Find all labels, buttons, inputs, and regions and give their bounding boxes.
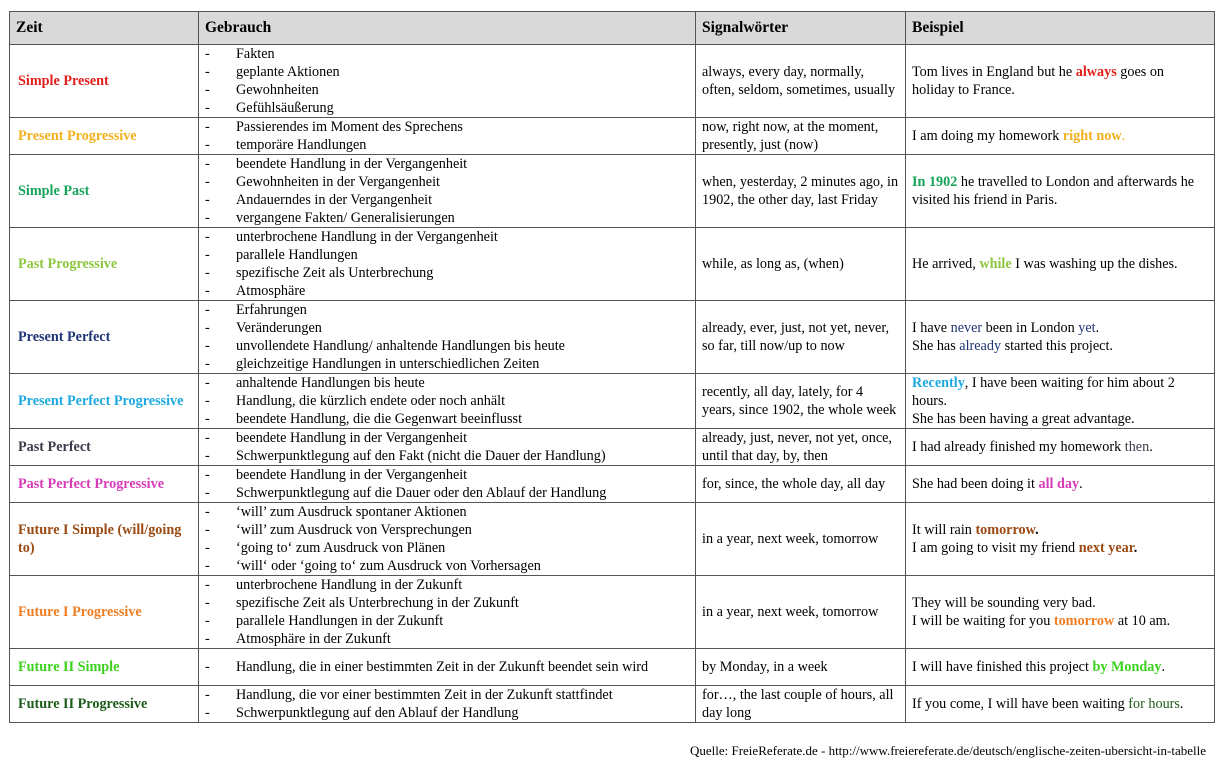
signal-highlight: by Monday (1092, 659, 1162, 675)
usage-list (205, 301, 689, 373)
example-cell (906, 228, 1215, 301)
header-gebrauch: Gebrauch (199, 12, 696, 45)
usage-item: - vergangene Fakten/ Generalisierungen (205, 209, 689, 227)
signal-highlight: Recently (912, 375, 965, 391)
tense-name: Future I Simple (will/going to) (10, 503, 199, 576)
source-note: Quelle: FreieReferate.de - http://www.freiereferate.de/deutsch/englische-zeiten-ubersicht-in-tabelle (689, 743, 1206, 758)
usage-list (205, 155, 689, 227)
tense-row (10, 686, 1215, 723)
usage-list (205, 118, 689, 154)
example-text: . (1161, 659, 1165, 675)
example-text: been in London (982, 320, 1079, 336)
example-line (912, 521, 1208, 539)
signal-highlight: for hours (1128, 696, 1180, 712)
signal-words: always, every day, normally, often, seldom, sometimes, usually (696, 45, 906, 118)
example-line (912, 438, 1208, 456)
usage-cell (199, 649, 696, 686)
usage-item: - Fakten (205, 45, 689, 63)
usage-cell (199, 503, 696, 576)
example-cell (906, 45, 1215, 118)
tense-row (10, 466, 1215, 503)
usage-cell (199, 429, 696, 466)
tense-name: Past Perfect Progressive (10, 466, 199, 503)
usage-item: - Handlung, die kürzlich endete oder noch anhält (205, 392, 689, 410)
example-line (912, 695, 1208, 713)
example-line (912, 594, 1208, 612)
example-text: If you come, I will have been waiting (912, 696, 1129, 712)
example-text: I was washing up the dishes. (1011, 256, 1178, 272)
signal-words: for…, the last couple of hours, all day long (696, 686, 906, 723)
usage-list (205, 429, 689, 465)
usage-item: - temporäre Handlungen (205, 136, 689, 154)
usage-cell (199, 466, 696, 503)
usage-list (205, 374, 689, 428)
tense-name: Present Progressive (10, 118, 199, 155)
usage-cell (199, 45, 696, 118)
example-text: She has been having a great advantage. (912, 411, 1135, 427)
usage-list (205, 466, 689, 502)
example-line (912, 127, 1208, 145)
usage-item: - Schwerpunktlegung auf den Ablauf der Handlung (205, 704, 689, 722)
tense-row (10, 118, 1215, 155)
example-line (912, 337, 1208, 355)
example-text: She had been doing it (912, 476, 1039, 492)
usage-item: - anhaltende Handlungen bis heute (205, 374, 689, 392)
example-line (912, 63, 1208, 99)
usage-item: - ‘going to‘ zum Ausdruck von Plänen (205, 539, 689, 557)
signal-highlight: yet (1078, 320, 1096, 336)
usage-item: - spezifische Zeit als Unterbrechung in der Zukunft (205, 594, 689, 612)
usage-item: - geplante Aktionen (205, 63, 689, 81)
tense-name: Past Progressive (10, 228, 199, 301)
signal-highlight: always (1075, 64, 1117, 80)
example-line (912, 539, 1208, 557)
tense-row (10, 228, 1215, 301)
signal-words: in a year, next week, tomorrow (696, 576, 906, 649)
signal-words: when, yesterday, 2 minutes ago, in 1902, the other day, last Friday (696, 155, 906, 228)
usage-list (205, 503, 689, 575)
tense-name: Present Perfect Progressive (10, 374, 199, 429)
usage-item: - Andauerndes in der Vergangenheit (205, 191, 689, 209)
example-text: I am going to visit my friend (912, 540, 1079, 556)
header-beispiel: Beispiel (906, 12, 1215, 45)
example-cell (906, 503, 1215, 576)
usage-cell (199, 155, 696, 228)
example-text: It will rain (912, 522, 976, 538)
example-text: I had already finished my homework (912, 439, 1125, 455)
header-zeit: Zeit (10, 12, 199, 45)
usage-item: - gleichzeitige Handlungen in unterschiedlichen Zeiten (205, 355, 689, 373)
usage-list (205, 228, 689, 300)
usage-item: - Schwerpunktlegung auf den Fakt (nicht die Dauer der Handlung) (205, 447, 689, 465)
example-text: , I have been waiting for him about 2 hours. (912, 375, 1175, 409)
usage-item: - beendete Handlung in der Vergangenheit (205, 155, 689, 173)
tense-row (10, 503, 1215, 576)
usage-item: - Veränderungen (205, 319, 689, 337)
signal-highlight: while (979, 256, 1012, 272)
signal-highlight: never (950, 320, 983, 336)
signal-highlight: . (1121, 128, 1126, 144)
example-cell (906, 118, 1215, 155)
usage-item: - beendete Handlung in der Vergangenheit (205, 466, 689, 484)
header-row (10, 12, 1215, 45)
signal-highlight: already (959, 338, 1002, 354)
signal-words: while, as long as, (when) (696, 228, 906, 301)
example-text: I will be waiting for you (912, 613, 1054, 629)
example-text: I am doing my homework (912, 128, 1063, 144)
usage-item: - parallele Handlungen (205, 246, 689, 264)
example-cell (906, 466, 1215, 503)
signal-highlight: In 1902 (912, 174, 958, 190)
usage-item: - Gefühlsäußerung (205, 99, 689, 117)
signal-highlight: tomorrow (1053, 613, 1115, 629)
usage-item: - Schwerpunktlegung auf die Dauer oder den Ablauf der Handlung (205, 484, 689, 502)
signal-highlight: then (1124, 439, 1150, 455)
example-text: I have (912, 320, 951, 336)
usage-cell (199, 576, 696, 649)
tense-name: Present Perfect (10, 301, 199, 374)
tense-name: Future II Progressive (10, 686, 199, 723)
usage-item: - Handlung, die in einer bestimmten Zeit in der Zukunft beendet sein wird (205, 658, 689, 676)
tense-row (10, 374, 1215, 429)
usage-item: - unterbrochene Handlung in der Zukunft (205, 576, 689, 594)
tenses-sheet (9, 11, 1214, 723)
example-text: . (1095, 320, 1100, 336)
usage-item: - Atmosphäre (205, 282, 689, 300)
usage-item: - Atmosphäre in der Zukunft (205, 630, 689, 648)
example-text: He arrived, (912, 256, 980, 272)
example-text: . (1149, 439, 1153, 455)
example-text: I will have finished this project (912, 659, 1093, 675)
usage-item: - spezifische Zeit als Unterbrechung (205, 264, 689, 282)
usage-list (205, 45, 689, 117)
usage-list (205, 686, 689, 722)
usage-item: - Erfahrungen (205, 301, 689, 319)
signal-words: already, just, never, not yet, once, until that day, by, then (696, 429, 906, 466)
tense-row (10, 155, 1215, 228)
header-signalwoerter: Signalwörter (696, 12, 906, 45)
example-cell (906, 686, 1215, 723)
signal-words: now, right now, at the moment, presently, just (now) (696, 118, 906, 155)
signal-words: for, since, the whole day, all day (696, 466, 906, 503)
usage-cell (199, 118, 696, 155)
usage-item: - unterbrochene Handlung in der Vergangenheit (205, 228, 689, 246)
example-line (912, 255, 1208, 273)
signal-highlight: all day (1038, 476, 1080, 492)
usage-item: - beendete Handlung, die die Gegenwart beeinflusst (205, 410, 689, 428)
usage-item: - Passierendes im Moment des Sprechens (205, 118, 689, 136)
usage-cell (199, 301, 696, 374)
example-text: at 10 am. (1114, 613, 1171, 629)
usage-item: - unvollendete Handlung/ anhaltende Handlungen bis heute (205, 337, 689, 355)
usage-cell (199, 228, 696, 301)
usage-item: - ‘will’ zum Ausdruck von Versprechungen (205, 521, 689, 539)
tense-name: Simple Past (10, 155, 199, 228)
example-line (912, 658, 1208, 676)
usage-item: - beendete Handlung in der Vergangenheit (205, 429, 689, 447)
example-text: started this project. (1001, 338, 1113, 354)
example-text: Tom lives in England but he (912, 64, 1076, 80)
tense-row (10, 576, 1215, 649)
tense-name: Simple Present (10, 45, 199, 118)
example-cell (906, 155, 1215, 228)
usage-cell (199, 686, 696, 723)
tense-name: Future II Simple (10, 649, 199, 686)
example-cell (906, 301, 1215, 374)
tense-name: Future I Progressive (10, 576, 199, 649)
usage-item: - ‘will’ zum Ausdruck spontaner Aktionen (205, 503, 689, 521)
tenses-table (9, 11, 1215, 723)
example-text: . (1079, 476, 1083, 492)
usage-item: - Handlung, die vor einer bestimmten Zeit in der Zukunft stattfindet (205, 686, 689, 704)
example-text: They will be sounding very bad. (912, 595, 1096, 611)
usage-item: - Gewohnheiten in der Vergangenheit (205, 173, 689, 191)
example-line (912, 475, 1208, 493)
example-cell (906, 576, 1215, 649)
example-text: . (1035, 522, 1039, 538)
example-text: . (1179, 696, 1184, 712)
signal-highlight: tomorrow (975, 522, 1036, 538)
signal-highlight: right now (1062, 128, 1122, 144)
signal-highlight: next year (1078, 540, 1134, 556)
example-text: he travelled to London and afterwards he visited his friend in Paris. (912, 174, 1195, 208)
signal-words: recently, all day, lately, for 4 years, since 1902, the whole week (696, 374, 906, 429)
example-line (912, 612, 1208, 630)
signal-words: in a year, next week, tomorrow (696, 503, 906, 576)
example-text: She has (912, 338, 960, 354)
usage-list (205, 576, 689, 648)
usage-cell (199, 374, 696, 429)
usage-list (205, 658, 689, 676)
usage-item: - parallele Handlungen in der Zukunft (205, 612, 689, 630)
example-text: goes on holiday to France. (912, 64, 1165, 98)
example-cell (906, 374, 1215, 429)
tense-row (10, 301, 1215, 374)
example-line (912, 374, 1208, 410)
usage-item: - Gewohnheiten (205, 81, 689, 99)
usage-item: - ‘will‘ oder ‘going to‘ zum Ausdruck von Vorhersagen (205, 557, 689, 575)
tense-row (10, 649, 1215, 686)
tense-row (10, 429, 1215, 466)
table-body (10, 45, 1215, 723)
example-line (912, 410, 1208, 428)
example-cell (906, 649, 1215, 686)
signal-words: by Monday, in a week (696, 649, 906, 686)
signal-words: already, ever, just, not yet, never, so far, till now/up to now (696, 301, 906, 374)
tense-row (10, 45, 1215, 118)
example-cell (906, 429, 1215, 466)
example-line (912, 173, 1208, 209)
example-text: . (1133, 540, 1138, 556)
example-line (912, 319, 1208, 337)
tense-name: Past Perfect (10, 429, 199, 466)
